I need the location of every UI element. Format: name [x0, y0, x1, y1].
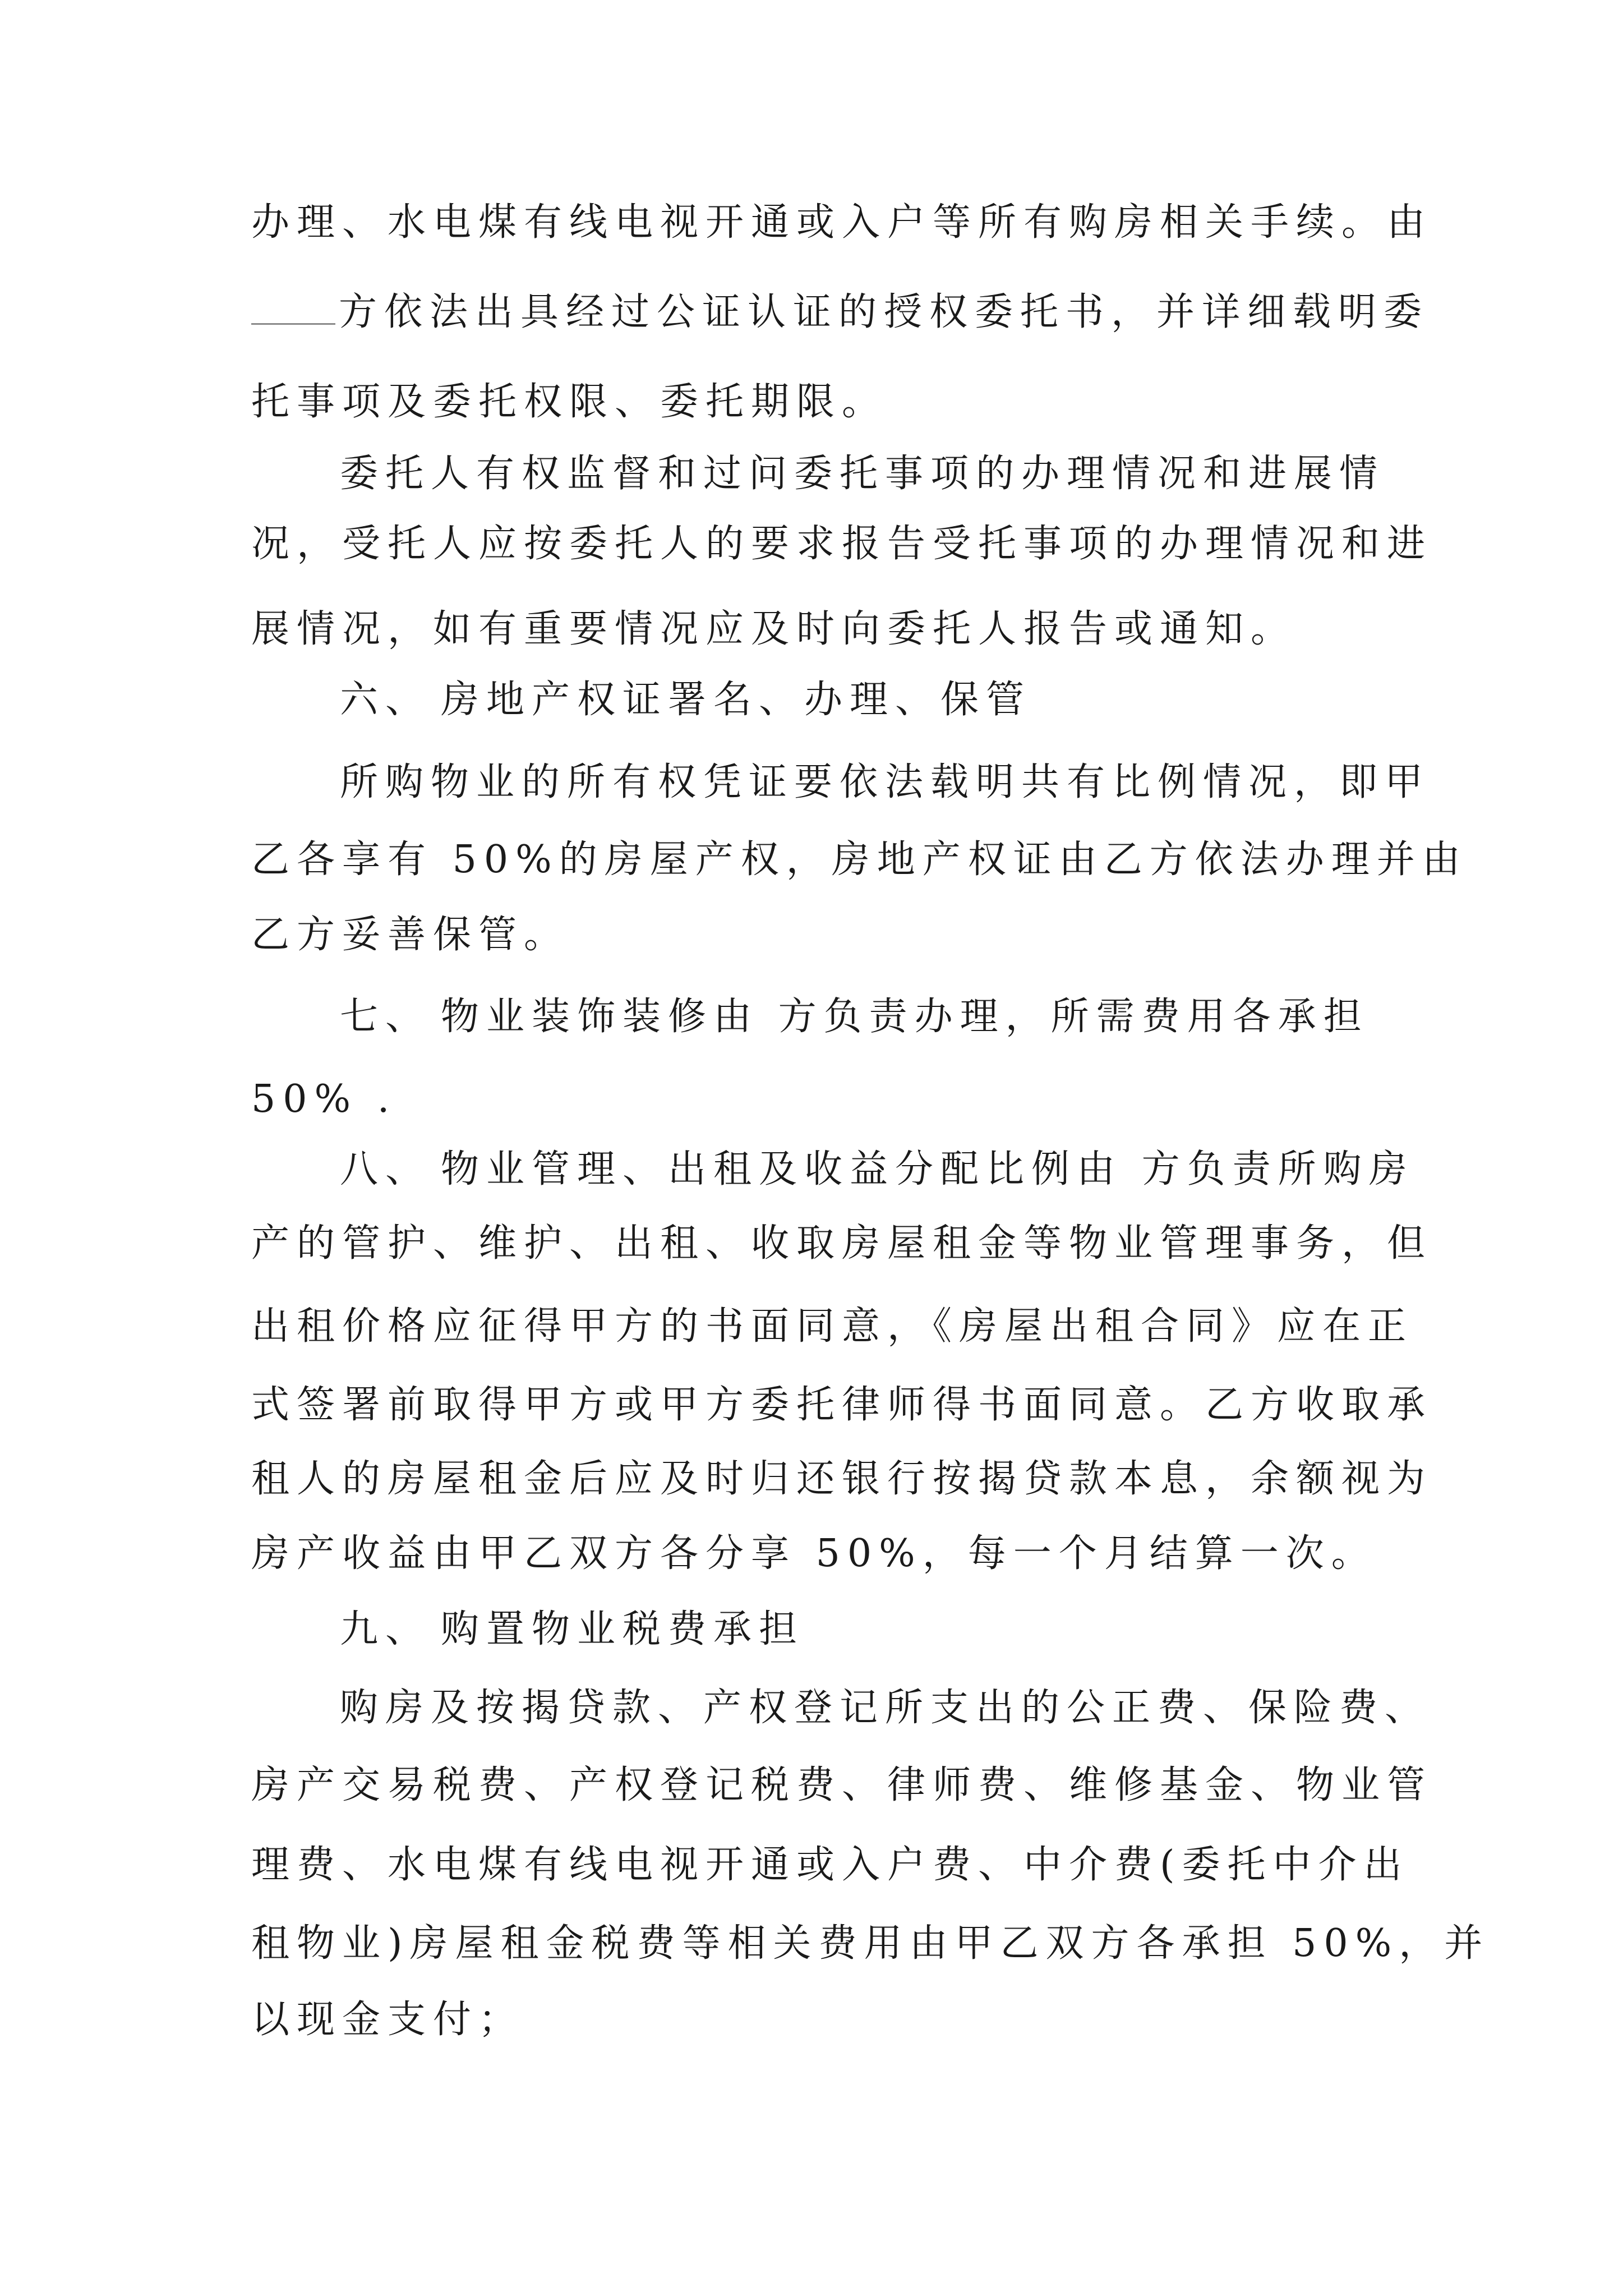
paragraph-line: 房产交易税费、产权登记税费、律师费、维修基金、物业管 [251, 1763, 1433, 1807]
paragraph-line-text: 方依法出具经过公证认证的授权委托书，并详细载明委 [339, 290, 1430, 334]
paragraph-line: 展情况，如有重要情况应及时向委托人报告或通知。 [251, 607, 1297, 651]
paragraph-line: 以现金支付； [251, 1998, 524, 2042]
paragraph-line: 房产收益由甲乙双方各分享 50%，每一个月结算一次。 [251, 1531, 1377, 1576]
paragraph-line: 托事项及委托权限、委托期限。 [251, 380, 888, 424]
paragraph-line: 租人的房屋租金后应及时归还银行按揭贷款本息，余额视为 [251, 1457, 1433, 1501]
paragraph-line [251, 287, 1430, 338]
blank-fill-line [251, 289, 335, 325]
paragraph-line: 乙方妥善保管。 [251, 913, 570, 957]
paragraph-line: 购房及按揭贷款、产权登记所支出的公正费、保险费、 [340, 1686, 1431, 1730]
section-number: 六、 [340, 678, 431, 722]
paragraph-line: 式签署前取得甲方或甲方委托律师得书面同意。乙方收取承 [251, 1383, 1433, 1427]
paragraph-line: 办理、水电煤有线电视开通或入户等所有购房相关手续。由 [251, 200, 1433, 245]
paragraph-line: 产的管护、维护、出租、收取房屋租金等物业管理事务，但 [251, 1221, 1433, 1266]
paragraph-line: 出租价格应征得甲方的书面同意，《房屋出租合同》应在正 [251, 1304, 1414, 1349]
paragraph-line: 乙各享有 50%的房屋产权，房地产权证由乙方依法办理并由 [251, 838, 1468, 882]
section-text: 物业装饰装修由 方负责办理，所需费用各承担 [441, 995, 1369, 1039]
paragraph-line: 况，受托人应按委托人的要求报告受托事项的办理情况和进 [251, 522, 1433, 566]
paragraph-line: 50% . [251, 1077, 397, 1121]
paragraph-line: 租物业)房屋租金税费等相关费用由甲乙双方各承担 50%，并 [251, 1921, 1490, 1966]
paragraph-line: 所购物业的所有权凭证要依法载明共有比例情况，即甲 [340, 760, 1431, 804]
section-heading [340, 675, 1490, 725]
section-title: 购置物业税费承担 [441, 1607, 805, 1651]
section-number: 八、 [340, 1147, 431, 1191]
paragraph-line: 委托人有权监督和过问委托事项的办理情况和进展情 [340, 452, 1385, 496]
section-text: 物业管理、出租及收益分配比例由 方负责所购房 [441, 1147, 1414, 1191]
section-number: 九、 [340, 1607, 431, 1651]
section-heading [340, 1144, 1490, 1195]
section-heading [340, 1604, 1490, 1655]
section-heading [340, 992, 1490, 1042]
section-title: 房地产权证署名、办理、保管 [441, 678, 1032, 722]
section-number: 七、 [340, 995, 431, 1039]
paragraph-line: 理费、水电煤有线电视开通或入户费、中介费(委托中介出 [251, 1843, 1409, 1887]
